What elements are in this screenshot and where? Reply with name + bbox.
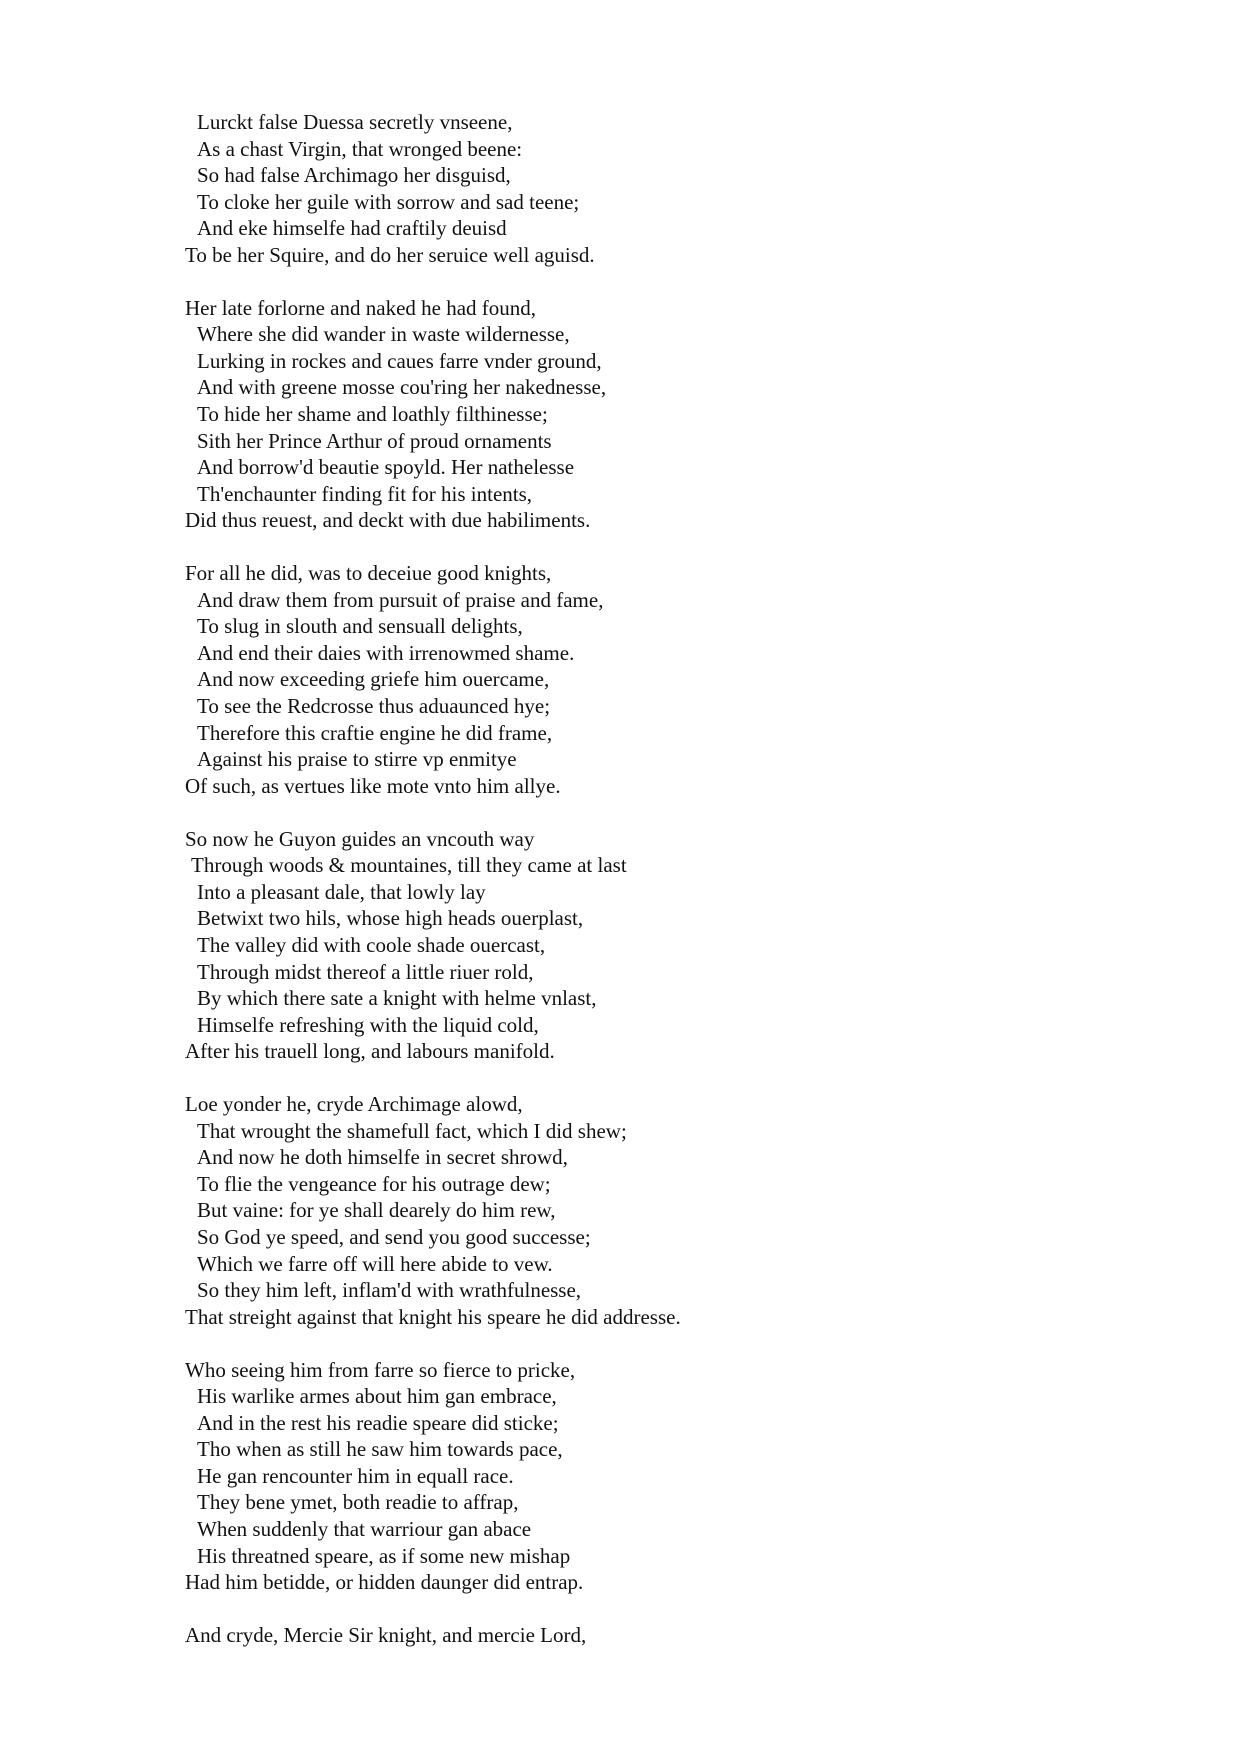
poem-line: Himselfe refreshing with the liquid cold,: [197, 1012, 539, 1037]
poem-line: Betwixt two hils, whose high heads ouerplast,: [197, 906, 584, 931]
poem-line: When suddenly that warriour gan abace: [197, 1516, 532, 1541]
poem-line: To flie the vengeance for his outrage dew;: [197, 1171, 551, 1196]
poem-line: And cryde, Mercie Sir knight, and mercie Lord,: [185, 1623, 587, 1648]
poem-line: But vaine: for ye shall dearely do him rew,: [197, 1198, 556, 1223]
stanza: [185, 1622, 1185, 1649]
poem-line: That wrought the shamefull fact, which I did shew;: [197, 1118, 627, 1143]
poem-line: After his trauell long, and labours manifold.: [185, 1039, 555, 1064]
poem-line: Which we farre off will here abide to vew.: [197, 1251, 553, 1276]
poem-line: To cloke her guile with sorrow and sad teene;: [197, 189, 580, 214]
poem-line: To hide her shame and loathly filthinesse;: [197, 402, 548, 427]
poem-line: By which there sate a knight with helme vnlast,: [197, 986, 597, 1011]
poem-line: To be her Squire, and do her seruice well aguisd.: [185, 242, 595, 267]
stanza: [185, 295, 1185, 534]
poem-line: Who seeing him from farre so fierce to pricke,: [185, 1357, 576, 1382]
poem-line: Sith her Prince Arthur of proud ornaments: [197, 428, 552, 453]
poem-line: Tho when as still he saw him towards pace,: [197, 1437, 563, 1462]
stanza: [185, 560, 1185, 799]
poem-line: Loe yonder he, cryde Archimage alowd,: [185, 1092, 523, 1117]
poem-line: They bene ymet, both readie to affrap,: [197, 1490, 519, 1515]
poem-line: And in the rest his readie speare did sticke;: [197, 1410, 559, 1435]
poem-line: Did thus reuest, and deckt with due habiliments.: [185, 508, 591, 533]
poem-line: To slug in slouth and sensuall delights,: [197, 614, 523, 639]
stanza: [185, 826, 1185, 1065]
poem-line: And end their daies with irrenowmed shame.: [197, 640, 575, 665]
poem-line: That streight against that knight his speare he did addresse.: [185, 1304, 681, 1329]
poem-line: Against his praise to stirre vp enmitye: [197, 747, 517, 772]
poem-line: So God ye speed, and send you good successe;: [197, 1224, 591, 1249]
poem-line: For all he did, was to deceiue good knights,: [185, 561, 552, 586]
poem-line: His threatned speare, as if some new mishap: [197, 1543, 571, 1568]
poem-line: Lurckt false Duessa secretly vnseene,: [197, 110, 513, 134]
poem-line: Th'enchaunter finding fit for his intents,: [197, 481, 533, 506]
poem-line: And now he doth himselfe in secret shrowd,: [197, 1145, 568, 1170]
poem-line: So had false Archimago her disguisd,: [197, 163, 511, 188]
poem-line: And draw them from pursuit of praise and fame,: [197, 587, 604, 612]
poem-line: Lurking in rockes and caues farre vnder ground,: [197, 348, 602, 373]
poem-line: His warlike armes about him gan embrace,: [197, 1384, 557, 1409]
poem-line: Had him betidde, or hidden daunger did entrap.: [185, 1570, 584, 1595]
poem-body: [185, 109, 1185, 1675]
stanza: [185, 1091, 1185, 1330]
poem-line: And now exceeding griefe him ouercame,: [197, 667, 550, 692]
poem-line: So they him left, inflam'd with wrathfulnesse,: [197, 1278, 582, 1303]
poem-line: Her late forlorne and naked he had found,: [185, 295, 537, 320]
poem-line: Through midst thereof a little riuer rold,: [197, 959, 534, 984]
poem-line: As a chast Virgin, that wronged beene:: [197, 136, 523, 161]
stanza: [185, 1357, 1185, 1596]
poem-line: And with greene mosse cou'ring her nakednesse,: [197, 375, 607, 400]
poem-line: Through woods & mountaines, till they came at last: [191, 853, 627, 878]
poem-line: So now he Guyon guides an vncouth way: [185, 826, 535, 851]
poem-line: Where she did wander in waste wildernesse,: [197, 322, 570, 347]
poem-line: He gan rencounter him in equall race.: [197, 1463, 514, 1488]
poem-line: To see the Redcrosse thus aduaunced hye;: [197, 694, 551, 719]
poem-line: And borrow'd beautie spoyld. Her nathelesse: [197, 455, 575, 480]
stanza: [185, 109, 1185, 268]
poem-line: And eke himselfe had craftily deuisd: [197, 216, 507, 241]
poem-line: Therefore this craftie engine he did frame,: [197, 720, 553, 745]
poem-line: The valley did with coole shade ouercast,: [197, 932, 546, 957]
poem-line: Into a pleasant dale, that lowly lay: [197, 879, 486, 904]
poem-line: Of such, as vertues like mote vnto him allye.: [185, 773, 561, 798]
